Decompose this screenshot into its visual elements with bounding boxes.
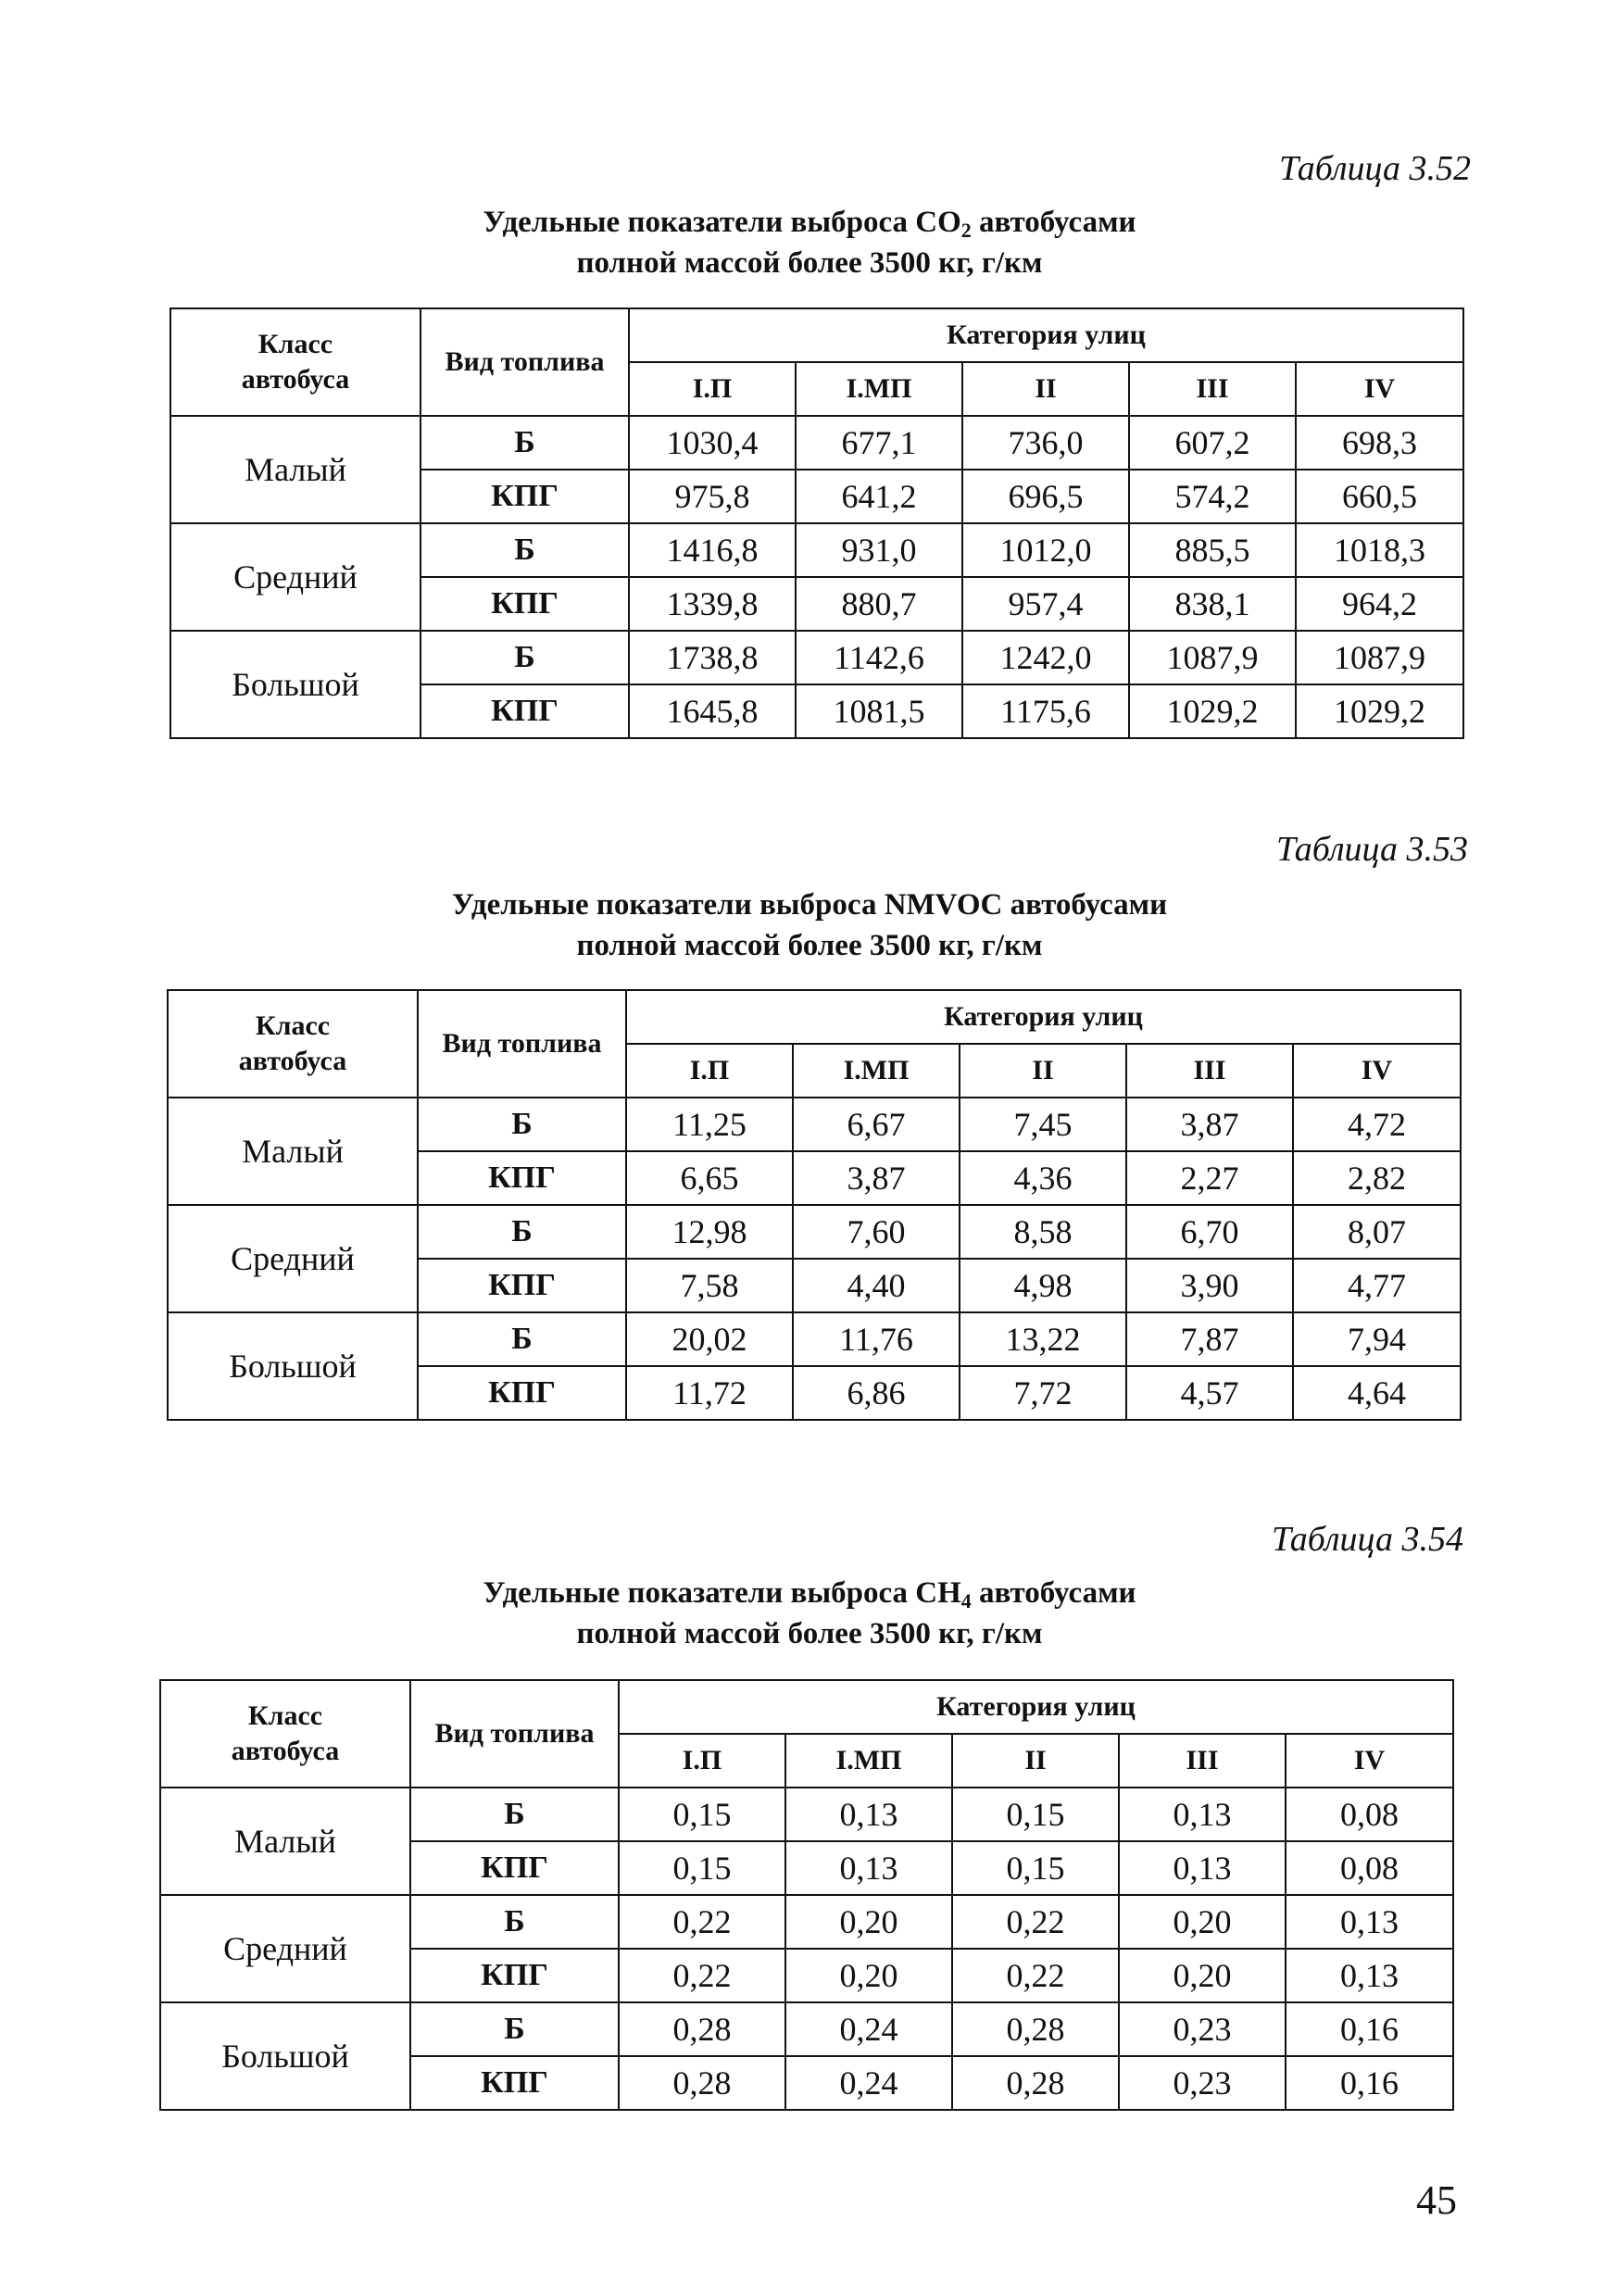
value-cell: 0,24 [785, 2002, 952, 2056]
value-cell: 0,15 [619, 1788, 785, 1841]
bus-class-cell: Средний [160, 1895, 410, 2002]
value-cell: 0,28 [952, 2002, 1119, 2056]
value-cell: 0,22 [619, 1949, 785, 2002]
data-table [167, 989, 1462, 1421]
header-bus-class [170, 308, 420, 416]
header-bus-class-line2: автобуса [238, 1046, 347, 1076]
value-cell: 0,22 [952, 1949, 1119, 2002]
header-row [160, 1680, 1453, 1734]
fuel-cell: КПГ [418, 1366, 626, 1420]
header-column: I.МП [796, 362, 962, 416]
value-cell: 4,57 [1126, 1366, 1293, 1420]
header-fuel-type: Вид топлива [420, 308, 629, 416]
header-bus-class-line1: Класс [255, 1010, 331, 1041]
table-title-line2: полной массой более 3500 кг, г/км [576, 246, 1043, 280]
header-street-category: Категория улиц [629, 308, 1463, 362]
value-cell: 641,2 [796, 470, 962, 523]
value-cell: 4,72 [1293, 1098, 1461, 1151]
header-bus-class [168, 990, 418, 1098]
value-cell: 4,36 [960, 1151, 1126, 1205]
bus-class-cell: Средний [170, 523, 420, 631]
value-cell: 838,1 [1129, 577, 1296, 631]
header-column: III [1119, 1734, 1286, 1788]
header-column: II [960, 1044, 1126, 1098]
fuel-cell: Б [418, 1312, 626, 1366]
header-row [168, 990, 1461, 1044]
value-cell: 885,5 [1129, 523, 1296, 577]
bus-class-cell: Малый [170, 416, 420, 523]
header-bus-class-line2: автобуса [241, 364, 350, 395]
header-column: I.МП [785, 1734, 952, 1788]
value-cell: 1081,5 [796, 684, 962, 738]
fuel-cell: КПГ [420, 577, 629, 631]
table-title-line2: полной массой более 3500 кг, г/км [576, 1617, 1043, 1650]
header-row [170, 308, 1463, 362]
value-cell: 660,5 [1296, 470, 1463, 523]
value-cell: 607,2 [1129, 416, 1296, 470]
bus-class-cell: Малый [168, 1098, 418, 1205]
value-cell: 8,07 [1293, 1205, 1461, 1259]
table-title [0, 1573, 1619, 1654]
value-cell: 1018,3 [1296, 523, 1463, 577]
value-cell: 0,13 [1119, 1788, 1286, 1841]
fuel-cell: КПГ [420, 470, 629, 523]
header-fuel-type: Вид топлива [418, 990, 626, 1098]
value-cell: 1029,2 [1296, 684, 1463, 738]
value-cell: 0,13 [1286, 1949, 1453, 2002]
value-cell: 696,5 [962, 470, 1129, 523]
header-fuel-type: Вид топлива [410, 1680, 619, 1788]
value-cell: 1087,9 [1296, 631, 1463, 684]
value-cell: 1242,0 [962, 631, 1129, 684]
value-cell: 0,15 [952, 1841, 1119, 1895]
value-cell: 0,28 [952, 2056, 1119, 2110]
header-column: III [1129, 362, 1296, 416]
table-title-line2: полной массой более 3500 кг, г/км [576, 929, 1043, 962]
value-cell: 1012,0 [962, 523, 1129, 577]
header-bus-class-line1: Класс [247, 1700, 323, 1731]
value-cell: 4,64 [1293, 1366, 1461, 1420]
table-row [170, 416, 1463, 470]
value-cell: 0,28 [619, 2056, 785, 2110]
fuel-cell: Б [410, 2002, 619, 2056]
value-cell: 736,0 [962, 416, 1129, 470]
value-cell: 0,23 [1119, 2002, 1286, 2056]
table-number: Таблица 3.54 [1272, 1520, 1463, 1559]
value-cell: 7,45 [960, 1098, 1126, 1151]
value-cell: 3,87 [793, 1151, 960, 1205]
value-cell: 0,20 [785, 1895, 952, 1949]
value-cell: 0,16 [1286, 2056, 1453, 2110]
value-cell: 4,98 [960, 1259, 1126, 1312]
fuel-cell: КПГ [420, 684, 629, 738]
value-cell: 0,20 [1119, 1895, 1286, 1949]
fuel-cell: КПГ [410, 1841, 619, 1895]
value-cell: 0,24 [785, 2056, 952, 2110]
value-cell: 12,98 [626, 1205, 793, 1259]
value-cell: 2,27 [1126, 1151, 1293, 1205]
table-row [160, 2002, 1453, 2056]
header-column: I.МП [793, 1044, 960, 1098]
value-cell: 0,08 [1286, 1841, 1453, 1895]
value-cell: 1175,6 [962, 684, 1129, 738]
value-cell: 3,87 [1126, 1098, 1293, 1151]
value-cell: 0,20 [785, 1949, 952, 2002]
table-title-line1: Удельные показатели выброса $CO_2$ автобусами [483, 206, 1136, 242]
header-column: III [1126, 1044, 1293, 1098]
value-cell: 3,90 [1126, 1259, 1293, 1312]
header-bus-class-line2: автобуса [231, 1736, 340, 1766]
value-cell: 0,23 [1119, 2056, 1286, 2110]
fuel-cell: КПГ [410, 2056, 619, 2110]
value-cell: 1142,6 [796, 631, 962, 684]
value-cell: 0,22 [619, 1895, 785, 1949]
header-column: IV [1296, 362, 1463, 416]
value-cell: 7,94 [1293, 1312, 1461, 1366]
table-row [168, 1312, 1461, 1366]
fuel-cell: Б [420, 523, 629, 577]
value-cell: 0,13 [1119, 1841, 1286, 1895]
value-cell: 0,13 [785, 1788, 952, 1841]
value-cell: 7,60 [793, 1205, 960, 1259]
bus-class-cell: Малый [160, 1788, 410, 1895]
table-number: Таблица 3.53 [1276, 830, 1468, 869]
value-cell: 13,22 [960, 1312, 1126, 1366]
data-table [169, 307, 1464, 739]
fuel-cell: Б [420, 416, 629, 470]
value-cell: 20,02 [626, 1312, 793, 1366]
table-row [170, 523, 1463, 577]
fuel-cell: КПГ [418, 1259, 626, 1312]
value-cell: 4,40 [793, 1259, 960, 1312]
value-cell: 1339,8 [629, 577, 796, 631]
value-cell: 1087,9 [1129, 631, 1296, 684]
value-cell: 1416,8 [629, 523, 796, 577]
value-cell: 7,72 [960, 1366, 1126, 1420]
value-cell: 8,58 [960, 1205, 1126, 1259]
header-bus-class [160, 1680, 410, 1788]
value-cell: 0,15 [952, 1788, 1119, 1841]
bus-class-cell: Большой [160, 2002, 410, 2110]
value-cell: 677,1 [796, 416, 962, 470]
table-row [168, 1098, 1461, 1151]
value-cell: 7,58 [626, 1259, 793, 1312]
table-title-line1: Удельные показатели выброса NMVOC автобусами [451, 888, 1168, 922]
fuel-cell: Б [420, 631, 629, 684]
table-title-line1: Удельные показатели выброса $CH_4$ автобусами [483, 1576, 1136, 1612]
fuel-cell: КПГ [410, 1949, 619, 2002]
value-cell: 964,2 [1296, 577, 1463, 631]
header-column: I.П [629, 362, 796, 416]
value-cell: 975,8 [629, 470, 796, 523]
value-cell: 0,22 [952, 1895, 1119, 1949]
table-row [160, 1895, 1453, 1949]
header-column: II [952, 1734, 1119, 1788]
value-cell: 4,77 [1293, 1259, 1461, 1312]
header-bus-class-line1: Класс [257, 329, 333, 359]
table-row [160, 1788, 1453, 1841]
value-cell: 1030,4 [629, 416, 796, 470]
value-cell: 0,13 [1286, 1895, 1453, 1949]
header-street-category: Категория улиц [619, 1680, 1453, 1734]
table-row [170, 631, 1463, 684]
data-table [159, 1679, 1454, 2111]
value-cell: 1029,2 [1129, 684, 1296, 738]
value-cell: 0,15 [619, 1841, 785, 1895]
value-cell: 880,7 [796, 577, 962, 631]
value-cell: 0,13 [785, 1841, 952, 1895]
bus-class-cell: Большой [168, 1312, 418, 1420]
table-title [0, 202, 1619, 283]
value-cell: 6,65 [626, 1151, 793, 1205]
value-cell: 0,20 [1119, 1949, 1286, 2002]
value-cell: 931,0 [796, 523, 962, 577]
value-cell: 6,70 [1126, 1205, 1293, 1259]
fuel-cell: Б [418, 1098, 626, 1151]
value-cell: 7,87 [1126, 1312, 1293, 1366]
table-title [0, 885, 1619, 966]
value-cell: 698,3 [1296, 416, 1463, 470]
bus-class-cell: Средний [168, 1205, 418, 1312]
fuel-cell: Б [410, 1788, 619, 1841]
value-cell: 6,67 [793, 1098, 960, 1151]
header-street-category: Категория улиц [626, 990, 1461, 1044]
fuel-cell: Б [410, 1895, 619, 1949]
header-column: II [962, 362, 1129, 416]
table-number: Таблица 3.52 [1279, 149, 1471, 188]
bus-class-cell: Большой [170, 631, 420, 738]
value-cell: 2,82 [1293, 1151, 1461, 1205]
value-cell: 1645,8 [629, 684, 796, 738]
fuel-cell: КПГ [418, 1151, 626, 1205]
table-row [168, 1205, 1461, 1259]
fuel-cell: Б [418, 1205, 626, 1259]
header-column: I.П [619, 1734, 785, 1788]
value-cell: 11,72 [626, 1366, 793, 1420]
header-column: I.П [626, 1044, 793, 1098]
value-cell: 6,86 [793, 1366, 960, 1420]
value-cell: 574,2 [1129, 470, 1296, 523]
header-column: IV [1286, 1734, 1453, 1788]
value-cell: 0,16 [1286, 2002, 1453, 2056]
page-number: 45 [1416, 2177, 1457, 2223]
header-column: IV [1293, 1044, 1461, 1098]
value-cell: 11,25 [626, 1098, 793, 1151]
value-cell: 11,76 [793, 1312, 960, 1366]
value-cell: 1738,8 [629, 631, 796, 684]
value-cell: 957,4 [962, 577, 1129, 631]
value-cell: 0,28 [619, 2002, 785, 2056]
value-cell: 0,08 [1286, 1788, 1453, 1841]
